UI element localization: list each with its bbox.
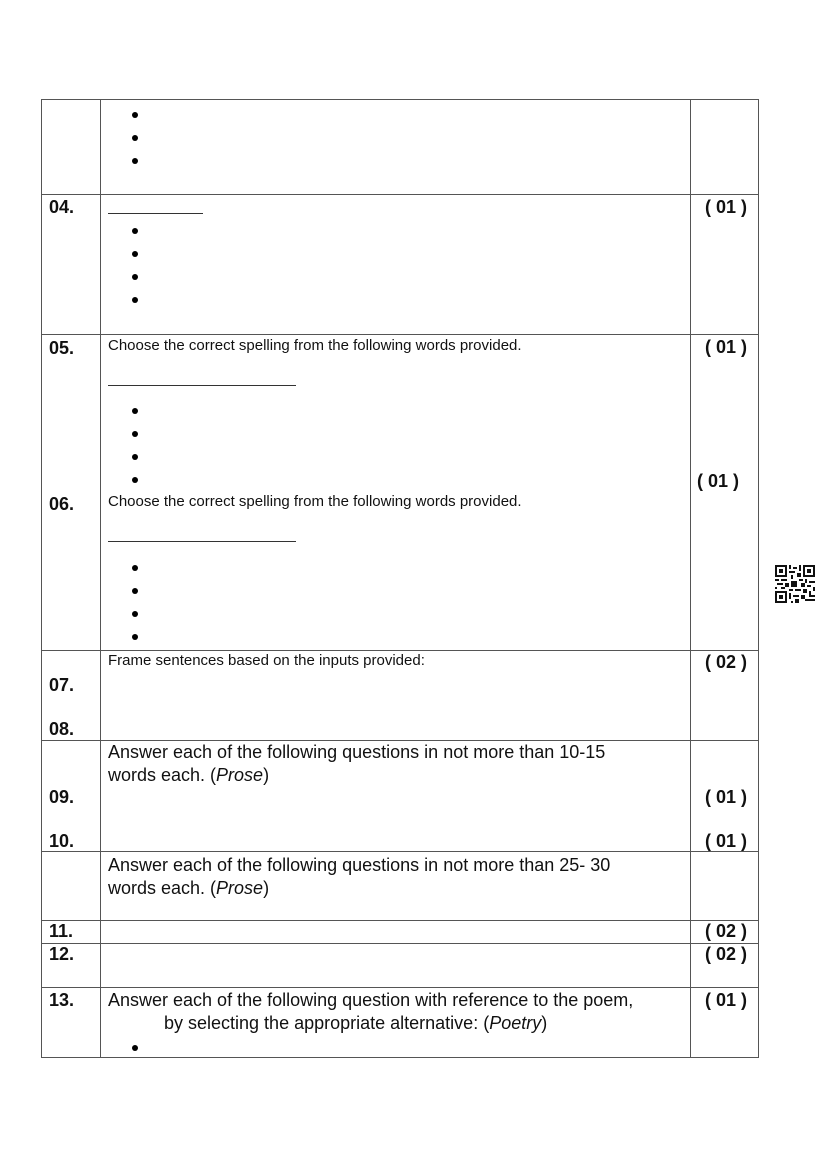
list-bullet [132, 634, 138, 640]
table-border-top [41, 99, 759, 100]
table-border-bottom [41, 1057, 759, 1058]
marks-q07-08: ( 02 ) [705, 652, 748, 672]
list-bullet [132, 611, 138, 617]
question-number-10: 10. [49, 831, 75, 851]
marks-q05: ( 01 ) [705, 337, 748, 357]
question-instruction-09-10 [108, 741, 605, 787]
list-bullet [132, 477, 138, 483]
qr-code-icon [775, 565, 815, 603]
marks-q06: ( 01 ) [697, 471, 740, 491]
question-number-05: 05. [49, 338, 75, 358]
instruction-line: Answer each of the following question with reference to the poem, [108, 990, 634, 1010]
row-divider [41, 987, 759, 988]
list-bullet [132, 158, 138, 164]
marks-q11: ( 02 ) [705, 921, 748, 941]
marks-q09: ( 01 ) [705, 787, 748, 807]
instruction-text: words each. ( [108, 878, 217, 898]
list-bullet [132, 297, 138, 303]
row-divider [41, 194, 759, 195]
question-number-06: 06. [49, 494, 75, 514]
marks-q13: ( 01 ) [705, 990, 748, 1010]
section-label: Prose [216, 765, 264, 785]
question-instruction-11-12 [108, 854, 610, 900]
answer-blank [108, 213, 203, 214]
question-table [41, 99, 759, 1058]
column-divider-number [100, 99, 101, 1058]
instruction-text: words each. ( [108, 765, 217, 785]
instruction-line [108, 764, 605, 787]
answer-blank [108, 541, 296, 542]
answer-blank [108, 385, 296, 386]
question-number-09: 09. [49, 787, 75, 807]
question-instruction-06: Choose the correct spelling from the following words provided. [108, 493, 522, 510]
question-instruction-13 [108, 989, 633, 1035]
row-divider [41, 851, 759, 852]
list-bullet [132, 408, 138, 414]
list-bullet [132, 431, 138, 437]
instruction-text: ) [263, 765, 270, 785]
row-divider [41, 920, 759, 921]
question-number-13: 13. [49, 990, 75, 1010]
table-border-right [758, 99, 759, 1058]
question-number-08: 08. [49, 719, 75, 739]
column-divider-marks [690, 99, 691, 1058]
instruction-line: Answer each of the following questions in not more than 25- 30 [108, 855, 611, 875]
list-bullet [132, 274, 138, 280]
marks-q12: ( 02 ) [705, 944, 748, 964]
question-instruction-05: Choose the correct spelling from the following words provided. [108, 337, 522, 354]
list-bullet [132, 135, 138, 141]
marks-q10: ( 01 ) [705, 831, 748, 851]
row-divider [41, 943, 759, 944]
question-number-12: 12. [49, 944, 75, 964]
instruction-line: Answer each of the following questions in not more than 10-15 [108, 742, 606, 762]
instruction-text: by selecting the appropriate alternative: ( [164, 1013, 490, 1033]
marks-q04: ( 01 ) [705, 197, 748, 217]
question-number-07: 07. [49, 675, 75, 695]
instruction-line [108, 1012, 633, 1035]
section-label: Prose [216, 878, 264, 898]
list-bullet [132, 228, 138, 234]
list-bullet [132, 112, 138, 118]
question-number-11: 11. [49, 921, 74, 941]
row-divider [41, 650, 759, 651]
question-number-04: 04. [49, 197, 75, 217]
list-bullet [132, 565, 138, 571]
instruction-text: ) [263, 878, 270, 898]
instruction-line [108, 877, 610, 900]
row-divider [41, 334, 759, 335]
table-border-left [41, 99, 42, 1058]
list-bullet [132, 588, 138, 594]
instruction-text: ) [541, 1013, 548, 1033]
section-label: Poetry [489, 1013, 542, 1033]
question-instruction-07-08: Frame sentences based on the inputs provided: [108, 652, 425, 669]
list-bullet [132, 454, 138, 460]
list-bullet [132, 251, 138, 257]
list-bullet [132, 1045, 138, 1051]
